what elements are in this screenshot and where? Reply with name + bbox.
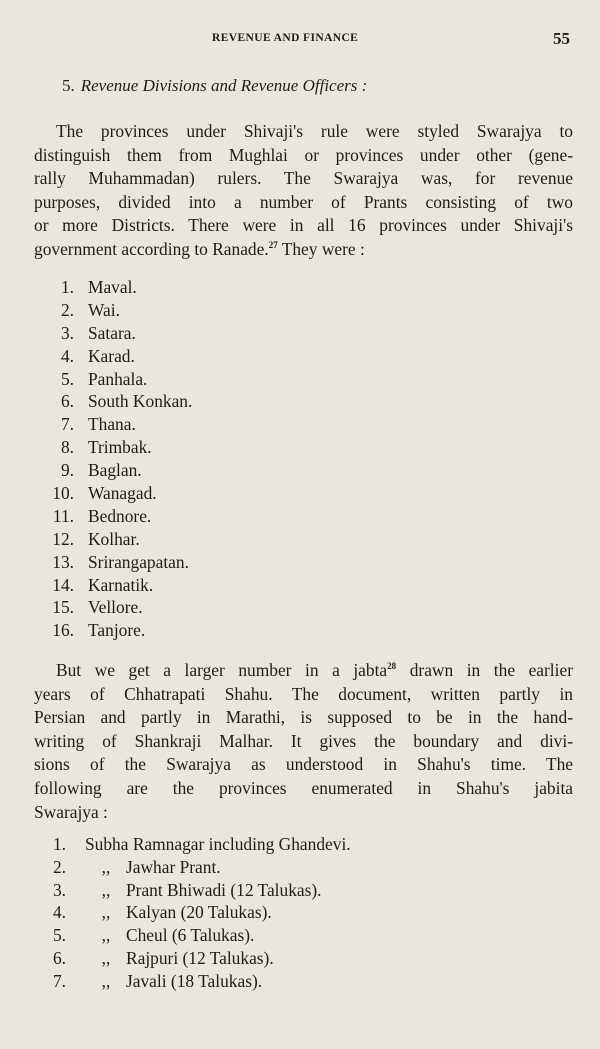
list-number: 5. bbox=[60, 368, 74, 389]
province-name: Trimbak. bbox=[88, 437, 152, 458]
ditto-mark: ,, bbox=[101, 879, 111, 900]
list-number: 3. bbox=[60, 322, 74, 343]
paragraph-line: following are the provinces enumerated in Shahu's jabita bbox=[34, 777, 573, 798]
provinces-list bbox=[44, 276, 192, 642]
province-name: Wai. bbox=[88, 299, 120, 320]
paragraph-line: The provinces under Shivaji's rule were styled Swarajya to bbox=[56, 121, 573, 141]
footnote-ref-28: 28 bbox=[387, 661, 397, 672]
province-name: Thana. bbox=[88, 414, 136, 435]
province-name: Tanjore. bbox=[88, 620, 146, 641]
province-entry: Kalyan (20 Talukas). bbox=[126, 902, 272, 923]
list-item bbox=[40, 833, 351, 856]
list-item bbox=[40, 970, 351, 993]
section-heading bbox=[62, 76, 367, 96]
list-number: 15. bbox=[52, 597, 74, 618]
province-name: Kolhar. bbox=[88, 528, 140, 549]
province-name: Baglan. bbox=[88, 460, 142, 481]
list-item bbox=[44, 482, 192, 505]
list-item bbox=[44, 574, 192, 597]
list-item bbox=[44, 528, 192, 551]
ditto-mark: ,, bbox=[101, 902, 111, 923]
province-name: Panhala. bbox=[88, 368, 148, 389]
list-number: 6. bbox=[52, 947, 66, 968]
list-item bbox=[44, 551, 192, 574]
province-entry: Javali (18 Talukas). bbox=[126, 970, 263, 991]
province-entry: Prant Bhiwadi (12 Talukas). bbox=[126, 879, 322, 900]
list-item bbox=[44, 413, 192, 436]
list-number: 8. bbox=[60, 437, 74, 458]
running-header: REVENUE AND FINANCE bbox=[212, 32, 359, 44]
list-item bbox=[40, 924, 351, 947]
paragraph-line: government according to Ranade. bbox=[34, 238, 269, 259]
list-number: 7. bbox=[52, 970, 66, 991]
province-entry: Jawhar Prant. bbox=[126, 856, 221, 877]
list-number: 6. bbox=[60, 391, 74, 412]
province-name: Karad. bbox=[88, 345, 135, 366]
list-number: 10. bbox=[52, 483, 74, 504]
section-title: Revenue Divisions and Revenue Officers : bbox=[80, 76, 368, 95]
list-number: 14. bbox=[52, 574, 74, 595]
paragraph-line: or more Districts. There were in all 16 provinces under Shivaji's bbox=[34, 215, 573, 236]
paragraph-text: drawn in the earlier bbox=[396, 660, 573, 680]
province-name: Srirangapatan. bbox=[88, 551, 189, 572]
list-number: 13. bbox=[52, 551, 74, 572]
province-name: Karnatik. bbox=[88, 574, 154, 595]
province-name: South Konkan. bbox=[88, 391, 193, 412]
paragraph-shahu-jabta bbox=[34, 659, 573, 824]
ditto-mark: ,, bbox=[101, 970, 111, 991]
list-number: 9. bbox=[60, 460, 74, 481]
list-item bbox=[40, 901, 351, 924]
shahu-provinces-list bbox=[40, 833, 351, 993]
province-entry: Rajpuri (12 Talukas). bbox=[126, 947, 274, 968]
paragraph-line: writing of Shankraji Malhar. It gives the boundary and divi- bbox=[34, 730, 573, 751]
list-number: 2. bbox=[60, 299, 74, 320]
province-name: Wanagad. bbox=[88, 483, 157, 504]
list-number: 3. bbox=[52, 879, 66, 900]
paragraph-line: sions of the Swarajya as understood in Shahu's time. The bbox=[34, 754, 573, 775]
list-item bbox=[44, 276, 192, 299]
list-item bbox=[44, 505, 192, 528]
list-item bbox=[44, 390, 192, 413]
ditto-mark: ,, bbox=[101, 947, 111, 968]
province-entry: Cheul (6 Talukas). bbox=[126, 925, 255, 946]
list-item bbox=[44, 436, 192, 459]
list-item bbox=[44, 345, 192, 368]
paragraph-line: purposes, divided into a number of Prants consisting of two bbox=[34, 191, 573, 212]
province-name: Satara. bbox=[88, 322, 136, 343]
province-name: Bednore. bbox=[88, 505, 152, 526]
list-number: 4. bbox=[60, 345, 74, 366]
paragraph-line: Persian and partly in Marathi, is supposed to be in the hand- bbox=[34, 707, 573, 728]
paragraph-line: Swarajya : bbox=[34, 801, 108, 822]
paragraph-provinces-intro bbox=[34, 120, 573, 262]
province-name: Vellore. bbox=[88, 597, 143, 618]
list-item bbox=[40, 856, 351, 879]
page-number: 55 bbox=[553, 29, 570, 48]
list-item bbox=[44, 299, 192, 322]
list-item bbox=[44, 619, 192, 642]
list-number: 2. bbox=[52, 856, 66, 877]
ditto-mark: ,, bbox=[101, 925, 111, 946]
list-item bbox=[44, 596, 192, 619]
paragraph-line: years of Chhatrapati Shahu. The document, written partly in bbox=[34, 683, 573, 704]
list-number: 1. bbox=[60, 277, 74, 297]
province-entry: Subha Ramnagar including Ghandevi. bbox=[85, 834, 351, 854]
list-number: 5. bbox=[52, 925, 66, 946]
paragraph-line: rally Muhammadan) rulers. The Swarajya was, for revenue bbox=[34, 168, 573, 189]
paragraph-text: But we get a larger number in a jabta bbox=[56, 660, 388, 680]
list-item bbox=[44, 459, 192, 482]
list-number: 16. bbox=[52, 620, 74, 641]
paragraph-tail: They were : bbox=[277, 238, 365, 259]
paragraph-line-last bbox=[34, 238, 573, 262]
list-item bbox=[44, 368, 192, 391]
list-number: 1. bbox=[52, 834, 66, 854]
list-number: 7. bbox=[60, 414, 74, 435]
list-number: 11. bbox=[52, 505, 74, 526]
paragraph-line-first bbox=[34, 659, 573, 683]
list-item bbox=[40, 947, 351, 970]
footnote-ref-27: 27 bbox=[268, 240, 278, 251]
paragraph-line: distinguish them from Mughlai or provinces under other (gene- bbox=[34, 144, 573, 165]
province-name: Maval. bbox=[88, 277, 137, 297]
list-number: 4. bbox=[52, 902, 66, 923]
list-item bbox=[44, 322, 192, 345]
list-item bbox=[40, 879, 351, 902]
list-number: 12. bbox=[52, 528, 74, 549]
section-number: 5. bbox=[62, 76, 75, 95]
ditto-mark: ,, bbox=[101, 856, 111, 877]
